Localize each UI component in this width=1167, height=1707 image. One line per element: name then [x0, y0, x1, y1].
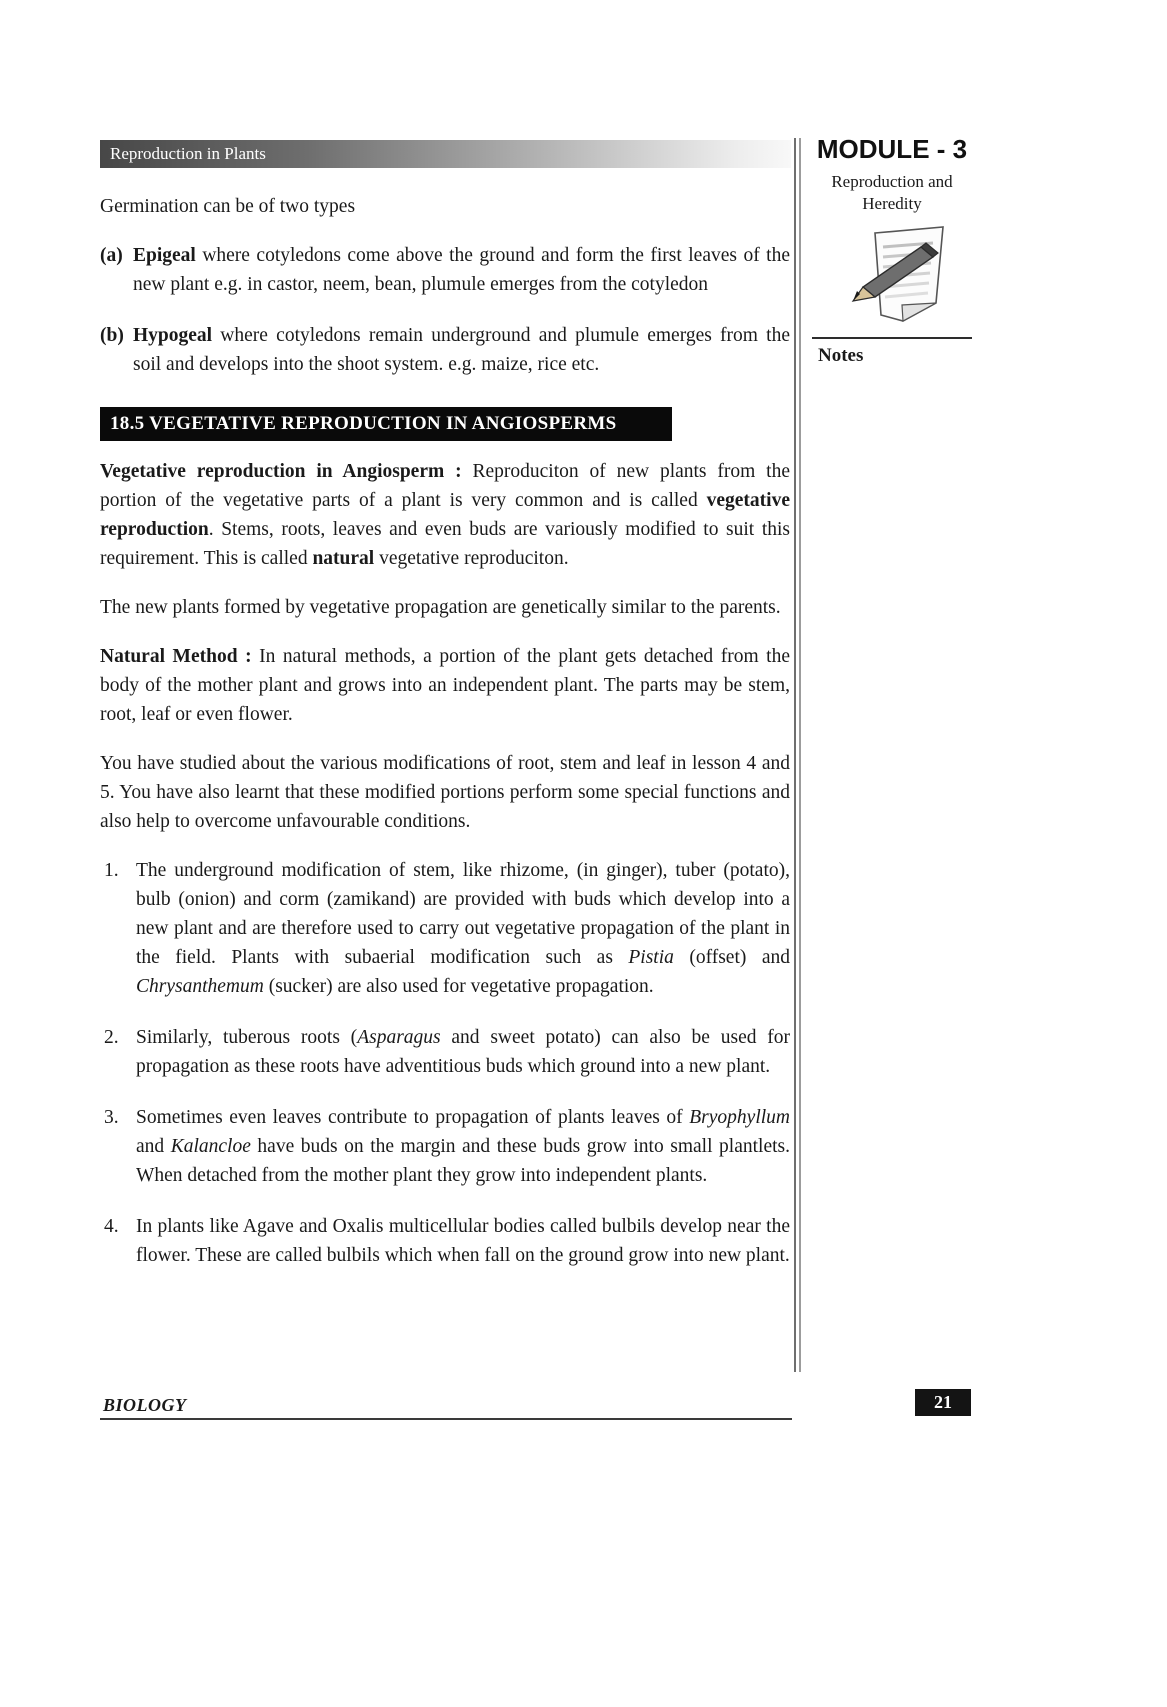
germination-type-b	[100, 321, 790, 379]
item-text-2: Similarly, tuberous roots (Asparagus and sweet potato) can also be used for propagation as these roots have adventitious buds which ground into a new plant.	[136, 1027, 790, 1077]
item-number-1: 1.	[104, 860, 119, 881]
notes-icon-wrap	[812, 225, 972, 335]
germination-type-a	[100, 241, 790, 299]
item-number-3: 3.	[104, 1107, 119, 1128]
item-text-4: In plants like Agave and Oxalis multicellular bodies called bulbils develop near the flower. These are called bulbils which when fall on the ground grow into new plant.	[136, 1216, 790, 1266]
numbered-item-2	[100, 1023, 790, 1081]
module-subtitle-line2: Heredity	[862, 194, 922, 213]
intro-paragraph: Germination can be of two types	[100, 196, 356, 217]
pencil-notepad-icon	[833, 225, 951, 335]
vegetative-reproduction-paragraph: Vegetative reproduction in Angiosperm : Reproduciton of new plants from the portion of the vegetative parts of a plant is very common and is called vegetative reproduction. Stems, roots, leaves and even buds are variously modified to suit this requirement. This is called natural vegetative reproduciton.	[100, 461, 790, 569]
book-title: BIOLOGY	[103, 1395, 187, 1415]
page-number-badge: 21	[915, 1389, 971, 1416]
lesson-title: Reproduction in Plants	[110, 144, 266, 163]
item-text-a: Epigeal where cotyledons come above the ground and form the first leaves of the new plant e.g. in castor, neem, bean, plumule emerges from the cotyledon	[133, 245, 790, 295]
section-heading: 18.5 VEGETATIVE REPRODUCTION IN ANGIOSPERMS	[100, 407, 672, 441]
column-divider	[794, 138, 801, 1372]
module-sidebar	[812, 134, 972, 367]
item-number-4: 4.	[104, 1216, 119, 1237]
lesson-header-bar	[100, 140, 791, 168]
notes-label: Notes	[818, 345, 864, 366]
natural-method-paragraph: Natural Method : In natural methods, a portion of the plant gets detached from the body of the mother plant and grows into an independent plant. The parts may be stem, root, leaf or even flower.	[100, 646, 790, 725]
module-title: MODULE - 3	[816, 134, 968, 164]
item-text-b: Hypogeal where cotyledons remain underground and plumule emerges from the soil and develops into the shoot system. e.g. maize, rice etc.	[133, 325, 790, 375]
module-subtitle-line1: Reproduction and	[831, 172, 953, 191]
modifications-studied-paragraph: You have studied about the various modifications of root, stem and leaf in lesson 4 and 5. You have also learnt that these modified portions perform some special functions and also help to overcome unfavourable conditions.	[100, 753, 790, 832]
numbered-item-3	[100, 1103, 790, 1190]
item-number-2: 2.	[104, 1027, 119, 1048]
numbered-item-4	[100, 1212, 790, 1270]
main-text-column	[100, 192, 790, 1292]
module-subtitle	[812, 171, 972, 215]
item-label-b: (b)	[100, 325, 124, 346]
item-label-a: (a)	[100, 245, 123, 266]
item-text-3: Sometimes even leaves contribute to propagation of plants leaves of Bryophyllum and Kalancloe have buds on the margin and these buds grow into small plantlets. When detached from the mother plant they grow into independent plants.	[136, 1107, 790, 1186]
footer-rule	[100, 1418, 792, 1420]
genetically-similar-paragraph: The new plants formed by vegetative propagation are genetically similar to the parents.	[100, 597, 781, 618]
notes-divider-line	[812, 337, 972, 339]
numbered-item-1	[100, 856, 790, 1001]
item-text-1: The underground modification of stem, like rhizome, (in ginger), tuber (potato), bulb (onion) and corm (zamikand) are provided with buds which develop into a new plant and are therefore used to carry out vegetative propagation of the plant in the field. Plants with subaerial modification such as Pistia (offset) and Chrysanthemum (sucker) are also used for vegetative propagation.	[136, 860, 790, 997]
